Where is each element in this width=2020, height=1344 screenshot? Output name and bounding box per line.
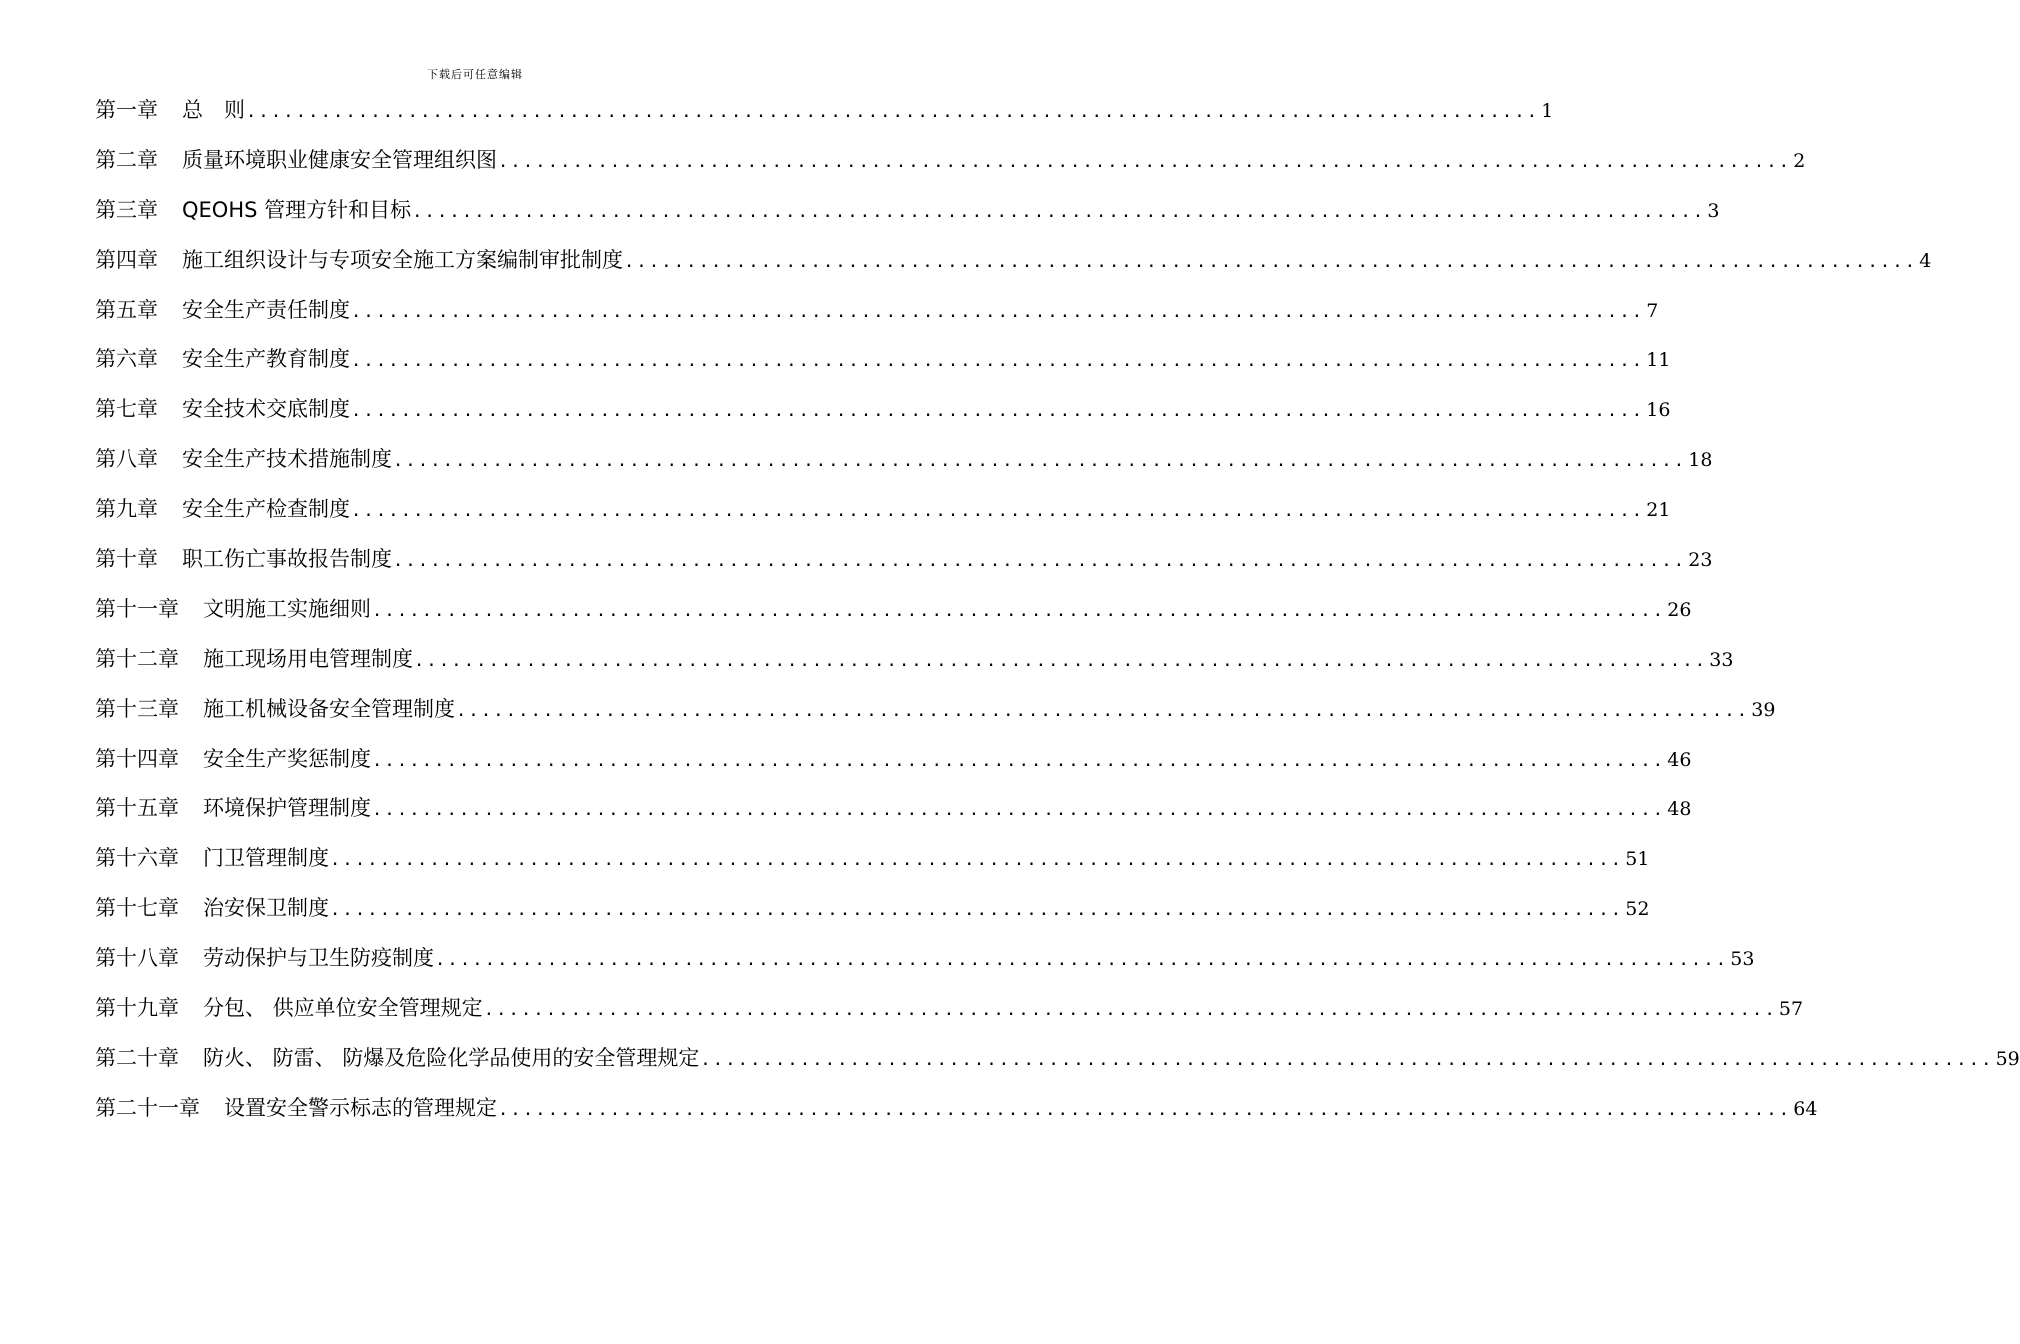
toc-dot-leader: ........................................................................................................ [372, 750, 1666, 771]
toc-entry[interactable] [95, 335, 1671, 385]
toc-entry[interactable] [95, 136, 1806, 186]
toc-entry[interactable] [95, 585, 1692, 635]
toc-entry[interactable] [95, 535, 1713, 585]
toc-chapter-number: 第十二章 [95, 646, 179, 671]
toc-chapter-number: 第六章 [95, 347, 158, 372]
toc-chapter-title: 文明施工实施细则 [203, 596, 371, 621]
toc-entry[interactable] [95, 735, 1692, 785]
toc-dot-leader: ........................................................................................................ [330, 900, 1624, 921]
toc-entry[interactable] [95, 236, 1932, 286]
toc-page-number: 59 [1995, 1047, 2020, 1070]
toc-page-number: 21 [1646, 499, 1671, 522]
toc-page-number: 53 [1730, 948, 1755, 971]
toc-dot-leader: ........................................................................................................ [372, 800, 1666, 821]
toc-page-number: 1 [1541, 100, 1554, 122]
toc-chapter-title: 分包、 供应单位安全管理规定 [203, 996, 483, 1021]
toc-chapter-title: 治安保卫制度 [203, 896, 329, 921]
toc-chapter-title: 环境保护管理制度 [203, 796, 371, 821]
toc-page-number: 7 [1646, 299, 1659, 322]
toc-chapter-number: 第二章 [95, 147, 158, 172]
toc-page-number: 3 [1707, 199, 1720, 222]
toc-dot-leader: ........................................................................................................ [393, 551, 1687, 572]
toc-chapter-title: 防火、 防雷、 防爆及危险化学品使用的安全管理规定 [203, 1045, 700, 1070]
toc-dot-leader: ........................................................................................................ [624, 251, 1918, 272]
table-of-contents [95, 86, 2020, 1134]
toc-entry[interactable] [95, 784, 1692, 834]
toc-chapter-number: 第八章 [95, 447, 158, 472]
toc-page-number: 46 [1667, 748, 1692, 771]
toc-page-number: 39 [1751, 698, 1776, 721]
toc-entry[interactable] [95, 435, 1713, 485]
toc-chapter-number: 第二十一章 [95, 1095, 200, 1120]
toc-chapter-number: 第十三章 [95, 696, 179, 721]
toc-page-number: 64 [1793, 1097, 1818, 1120]
toc-page-number: 2 [1793, 149, 1806, 172]
toc-page-number: 16 [1646, 399, 1671, 422]
toc-chapter-title: 安全生产奖惩制度 [203, 746, 371, 771]
toc-dot-leader: ........................................................................................................ [351, 301, 1645, 322]
toc-chapter-title: 安全技术交底制度 [182, 397, 350, 422]
toc-chapter-title: 安全生产检查制度 [182, 497, 350, 522]
toc-chapter-number: 第十章 [95, 547, 158, 572]
toc-entry[interactable] [95, 1084, 1818, 1134]
toc-chapter-number: 第七章 [95, 397, 158, 422]
toc-page-number: 48 [1667, 798, 1692, 821]
toc-chapter-number: 第十九章 [95, 996, 179, 1021]
toc-dot-leader: ........................................................................................................ [351, 401, 1645, 422]
toc-chapter-number: 第十八章 [95, 946, 179, 971]
toc-entry[interactable] [95, 1034, 2020, 1084]
toc-dot-leader: ........................................................................................................ [700, 1049, 1994, 1070]
toc-entry[interactable] [95, 385, 1671, 435]
toc-dot-leader: ........................................................................................................ [414, 650, 1708, 671]
toc-chapter-title: 施工机械设备安全管理制度 [203, 696, 455, 721]
toc-chapter-number: 第九章 [95, 497, 158, 522]
toc-entry[interactable] [95, 934, 1755, 984]
toc-chapter-number: 第一章 [95, 98, 158, 122]
toc-chapter-title: 安全生产技术措施制度 [182, 447, 392, 472]
toc-chapter-title: 安全生产责任制度 [182, 297, 350, 322]
toc-dot-leader: ........................................................................................................ [435, 950, 1729, 971]
toc-entry[interactable] [95, 485, 1671, 535]
toc-dot-leader: ........................................................................................................ [351, 351, 1645, 372]
toc-entry[interactable] [95, 286, 1659, 336]
toc-dot-leader: ........................................................................................................ [393, 451, 1687, 472]
toc-chapter-title: 门卫管理制度 [203, 846, 329, 871]
toc-page-number: 57 [1778, 998, 1804, 1021]
toc-chapter-title: 职工伤亡事故报告制度 [182, 547, 392, 572]
toc-chapter-number: 第十五章 [95, 796, 179, 821]
toc-dot-leader: ........................................................................................................ [246, 102, 1540, 122]
toc-page-number: 26 [1667, 598, 1692, 621]
toc-chapter-number: 第五章 [95, 297, 158, 322]
toc-dot-leader: ........................................................................................................ [330, 850, 1624, 871]
toc-chapter-number: 第十四章 [95, 746, 179, 771]
toc-chapter-title: 设置安全警示标志的管理规定 [224, 1095, 497, 1120]
toc-chapter-number: 第四章 [95, 247, 158, 272]
toc-page-number: 23 [1688, 549, 1713, 572]
toc-chapter-title: 总 则 [182, 98, 245, 122]
toc-dot-leader: ........................................................................................................ [351, 501, 1645, 522]
toc-dot-leader: ........................................................................................................ [483, 1000, 1777, 1021]
toc-entry[interactable] [95, 635, 1734, 685]
toc-entry[interactable] [95, 685, 1776, 735]
toc-chapter-number: 第十一章 [95, 596, 179, 621]
toc-chapter-title: QEOHS 管理方针和目标 [182, 197, 412, 222]
toc-dot-leader: ........................................................................................................ [498, 151, 1792, 172]
toc-chapter-number: 第十七章 [95, 896, 179, 921]
toc-chapter-title: 安全生产教育制度 [182, 347, 350, 372]
toc-entry[interactable] [95, 186, 1720, 236]
toc-entry[interactable] [95, 984, 1804, 1034]
toc-entry[interactable] [95, 884, 1650, 934]
toc-entry[interactable] [95, 834, 1650, 884]
toc-page-number: 33 [1709, 648, 1734, 671]
toc-dot-leader: ........................................................................................................ [456, 700, 1750, 721]
toc-entry[interactable] [95, 86, 1554, 136]
toc-page-number: 51 [1625, 848, 1650, 871]
toc-chapter-number: 第二十章 [95, 1045, 179, 1070]
toc-page-number: 52 [1625, 898, 1650, 921]
toc-page-number: 18 [1688, 449, 1713, 472]
toc-chapter-title: 劳动保护与卫生防疫制度 [203, 946, 434, 971]
toc-chapter-title: 施工组织设计与专项安全施工方案编制审批制度 [182, 247, 623, 272]
toc-chapter-title: 质量环境职业健康安全管理组织图 [182, 147, 497, 172]
header-note: 下载后可任意编辑 [427, 68, 523, 81]
toc-chapter-title: 施工现场用电管理制度 [203, 646, 413, 671]
toc-page-number: 4 [1919, 249, 1932, 272]
toc-dot-leader: ........................................................................................................ [412, 201, 1706, 222]
toc-chapter-number: 第三章 [95, 197, 158, 222]
toc-chapter-number: 第十六章 [95, 846, 179, 871]
toc-dot-leader: ........................................................................................................ [498, 1099, 1792, 1120]
toc-page-number: 11 [1646, 349, 1671, 372]
toc-dot-leader: ........................................................................................................ [372, 600, 1666, 621]
